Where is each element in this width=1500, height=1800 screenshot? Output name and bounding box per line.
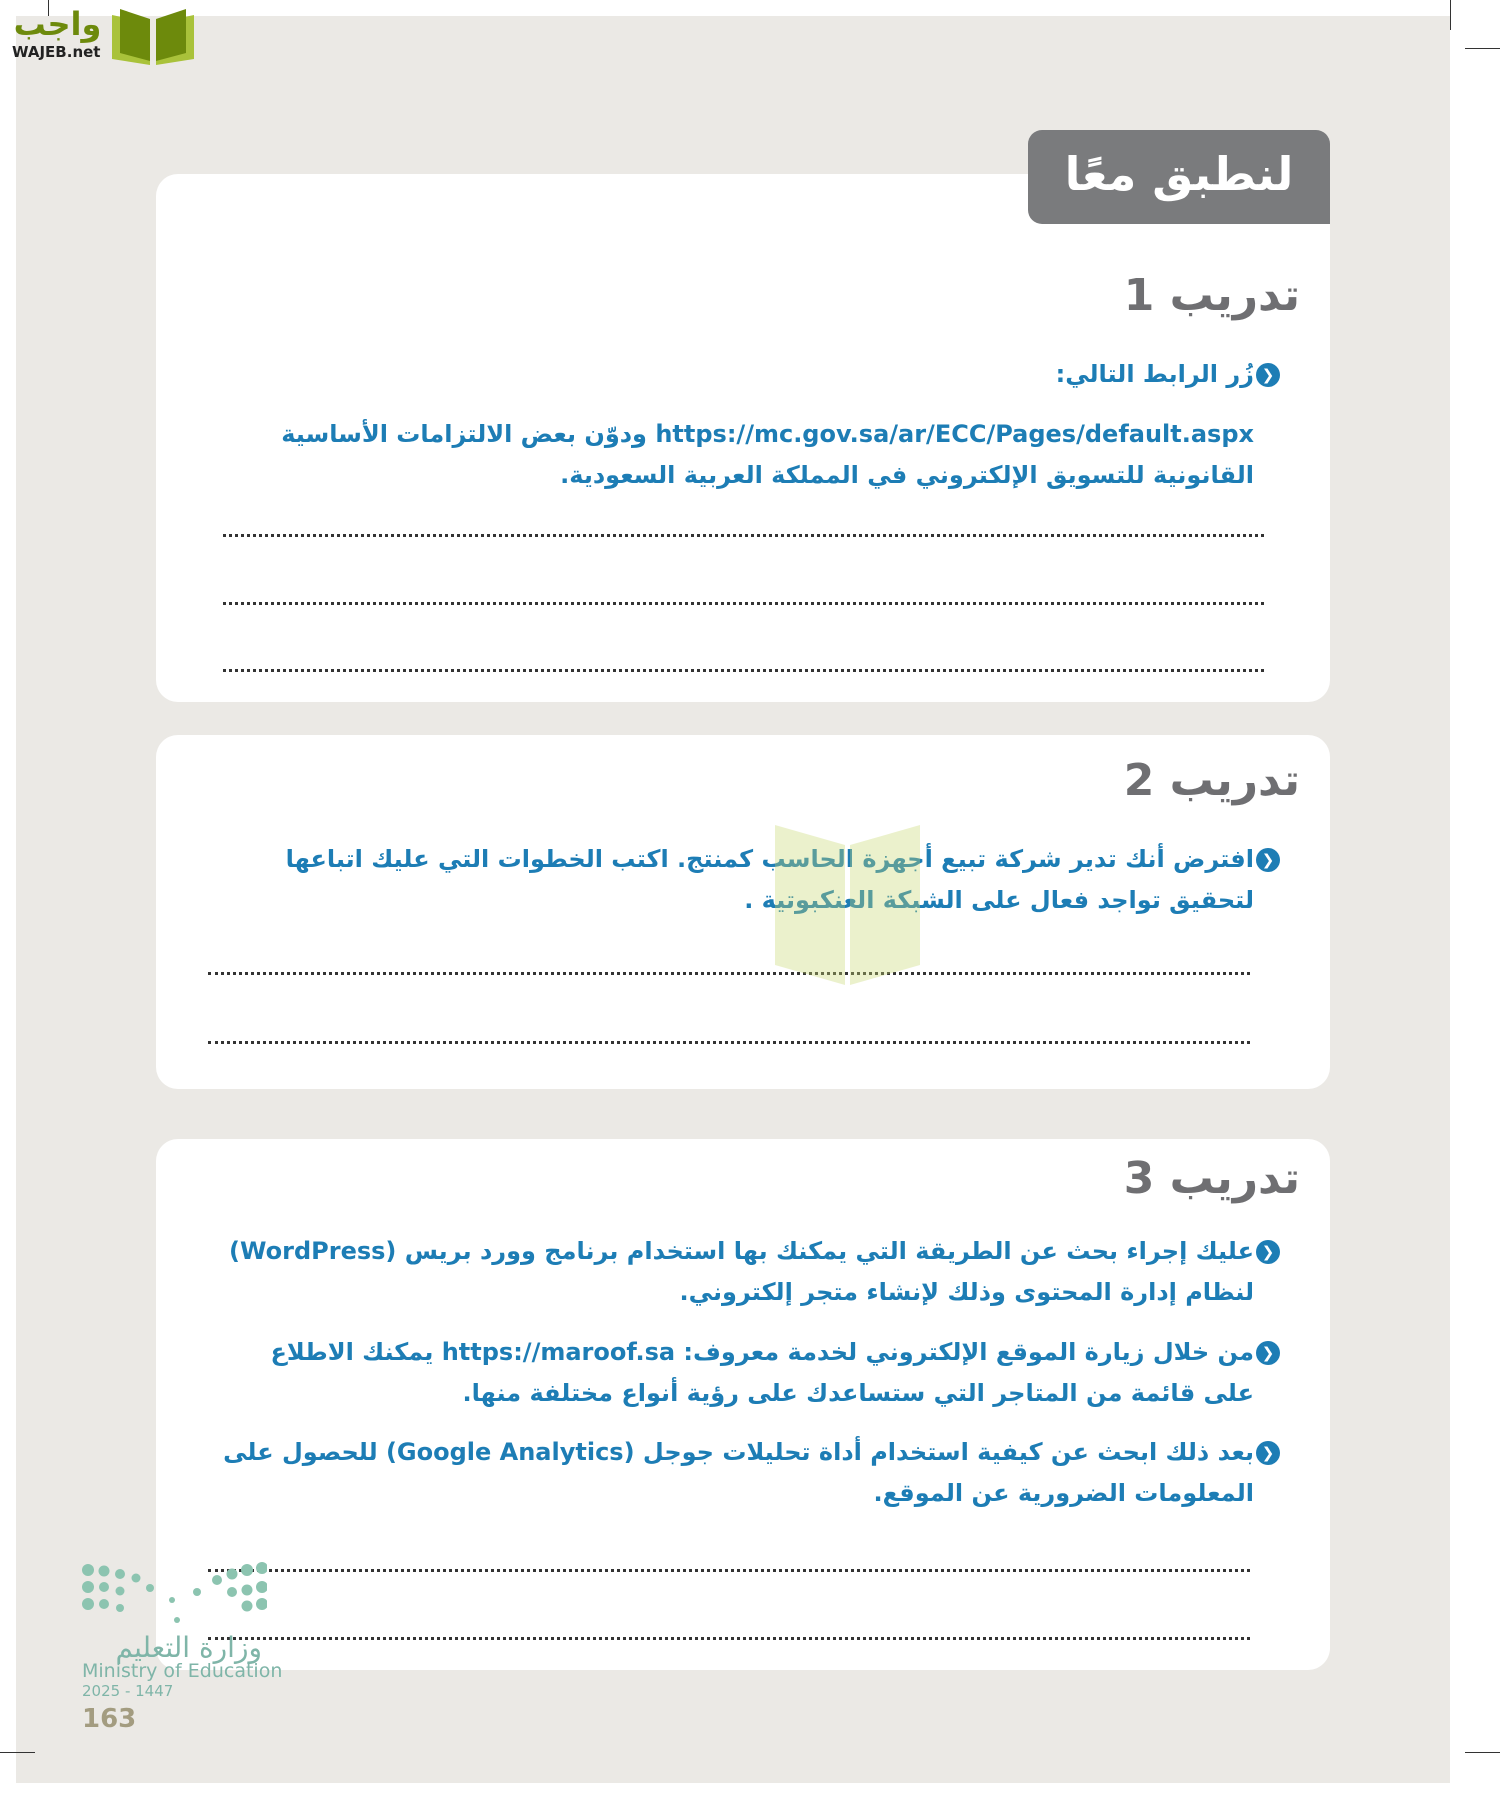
exercise-item — [222, 839, 1275, 921]
answer-line[interactable] — [208, 1041, 1250, 1044]
item-text: بعد ذلك ابحث عن كيفية استخدام أداة تحليلات جوجل (Google Analytics) للحصول على المعلومات الضرورية عن الموقع. — [223, 1438, 1254, 1507]
exercise-title: تدريب 2 — [1123, 755, 1300, 806]
chevron-left-icon: ❮ — [1256, 1240, 1280, 1264]
logo-latin: WAJEB.net — [12, 43, 101, 61]
chevron-left-icon: ❮ — [1256, 363, 1280, 387]
exercise-item — [222, 354, 1275, 395]
book-icon — [108, 5, 198, 67]
exercise-item — [222, 1432, 1275, 1514]
chevron-left-icon: ❮ — [1256, 1441, 1280, 1465]
chevron-left-icon: ❮ — [1256, 1341, 1280, 1365]
answer-line[interactable] — [208, 972, 1250, 975]
logo-arabic: واجب — [13, 5, 102, 43]
crop-mark — [1465, 1752, 1500, 1753]
exercise-title: تدريب 1 — [1123, 270, 1300, 321]
answer-line[interactable] — [208, 1569, 1250, 1572]
page-number: 163 — [82, 1704, 137, 1734]
item-text: عليك إجراء بحث عن الطريقة التي يمكنك بها استخدام برنامج وورد بريس (WordPress) لنظام إدارة المحتوى وذلك لإنشاء متجر إلكتروني. — [229, 1237, 1254, 1306]
crop-mark — [0, 1752, 35, 1753]
exercise-title: تدريب 3 — [1123, 1153, 1300, 1204]
item-text: من خلال زيارة الموقع الإلكتروني لخدمة معروف: https://maroof.sa يمكنك الاطلاع على قائمة من المتاجر التي ستساعدك على رؤية أنواع مختلفة منها. — [270, 1338, 1254, 1407]
exercise-item — [222, 1231, 1275, 1313]
answer-line[interactable] — [223, 602, 1264, 605]
item-text: ودوّن بعض الالتزامات الأساسية القانونية للتسويق الإلكتروني في المملكة العربية السعودية. — [281, 420, 1254, 489]
exercise-card-2 — [156, 735, 1330, 1089]
crop-mark — [1465, 48, 1500, 49]
dots-logo-icon — [82, 1560, 267, 1625]
answer-line[interactable] — [223, 669, 1264, 672]
exercise-card-3 — [156, 1139, 1330, 1670]
item-text: افترض أنك تدير شركة تبيع أجهزة الحاسب كمنتج. اكتب الخطوات التي عليك اتباعها لتحقيق تواجد فعال على الشبكة العنكبوتية . — [285, 845, 1254, 914]
answer-line[interactable] — [208, 1637, 1250, 1640]
exercise-item — [222, 414, 1254, 496]
answer-line[interactable] — [223, 534, 1264, 537]
exercise-card-1 — [156, 174, 1330, 702]
academic-year: 2025 - 1447 — [82, 1682, 174, 1700]
exercise-item — [222, 1332, 1275, 1414]
chevron-left-icon: ❮ — [1256, 848, 1280, 872]
ministry-logo — [82, 1560, 282, 1734]
section-tab: لنطبق معًا — [1028, 130, 1330, 224]
crop-mark — [1450, 0, 1451, 30]
item-text: زُر الرابط التالي: — [1055, 360, 1254, 388]
ministry-name-ar: وزارة التعليم — [115, 1631, 262, 1664]
ministry-name-en: Ministry of Education — [82, 1660, 283, 1682]
link-url[interactable]: https://mc.gov.sa/ar/ECC/Pages/default.aspx — [655, 420, 1254, 448]
